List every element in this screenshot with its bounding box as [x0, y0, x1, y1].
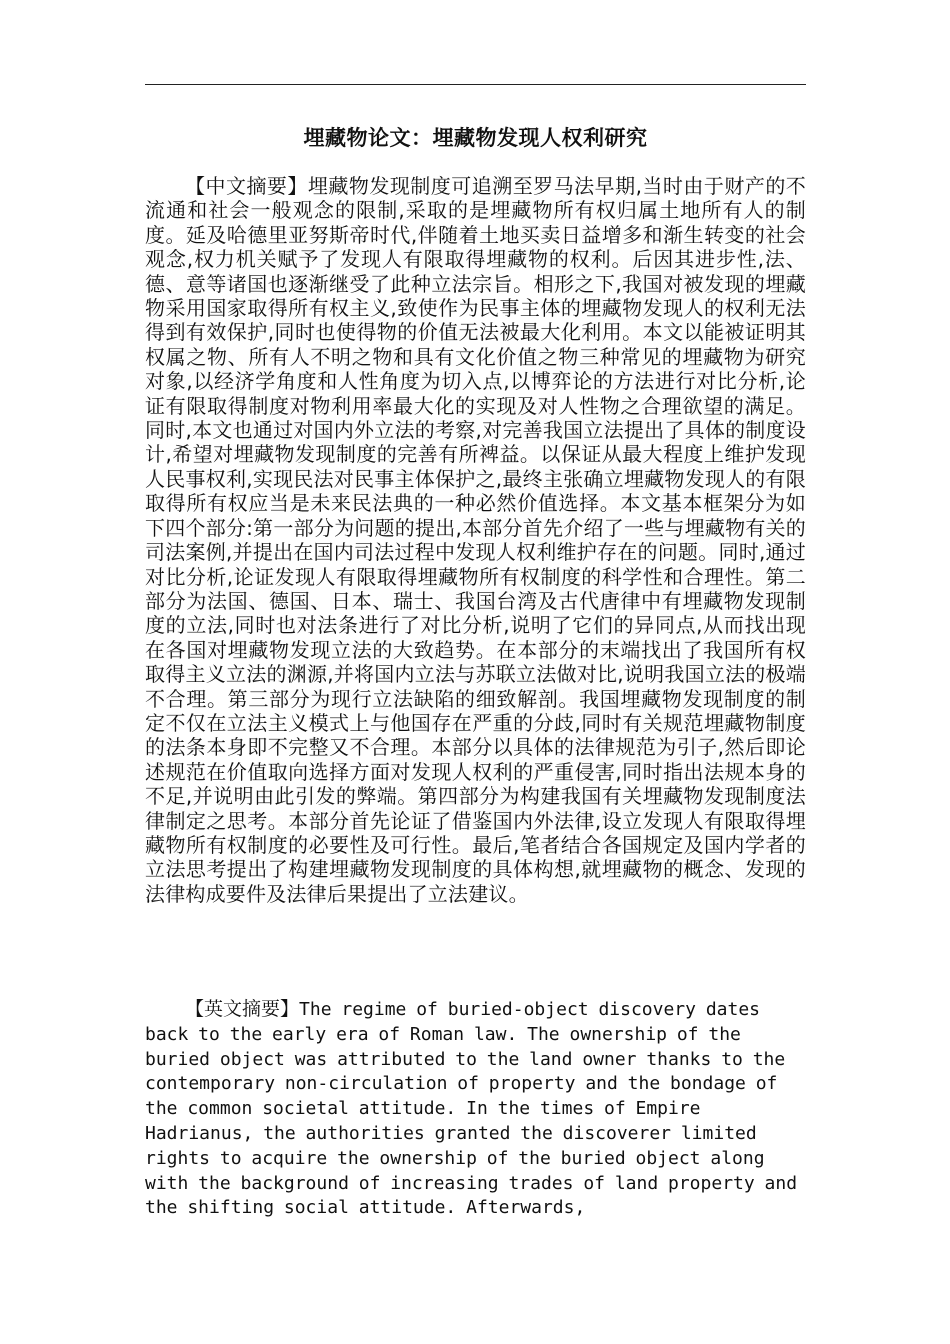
chinese-abstract: [145, 174, 806, 906]
header-rule: [145, 84, 806, 85]
english-abstract-text: The regime of buried-object discovery dates back to the early era of Roman law. The ownership of the buried object was attributed to the land owner thanks to the contemporary non-circulation of property and the bondage of the common societal attitude. In the times of Empire Hadrianus, the authorities granted the discoverer limited rights to acquire the ownership of the buried object along with the background of increasing trades of land property and the shifting social attitude. Afterwards,: [145, 999, 798, 1219]
english-abstract: [145, 997, 806, 1221]
english-abstract-label: 【英文摘要】: [185, 998, 300, 1020]
chinese-abstract-label: 【中文摘要】: [185, 174, 308, 198]
document-title: 埋藏物论文：埋藏物发现人权利研究: [303, 125, 648, 150]
chinese-abstract-text: 埋藏物发现制度可追溯至罗马法早期,当时由于财产的不流通和社会一般观念的限制,采取的是埋藏物所有权归属土地所有人的制度。延及哈德里亚努斯帝时代,伴随着土地买卖日益增多和渐生转变的社会观念,权力机关赋予了发现人有限取得埋藏物的权利。后因其进步性,法、德、意等诸国也逐渐继受了此种立法宗旨。相形之下,我国对被发现的埋藏物采用国家取得所有权主义,致使作为民事主体的埋藏物发现人的权利无法得到有效保护,同时也使得物的价值无法被最大化利用。本文以能被证明其权属之物、所有人不明之物和具有文化价值之物三种常见的埋藏物为研究对象,以经济学角度和人性角度为切入点,以博弈论的方法进行对比分析,论证有限取得制度对物利用率最大化的实现及对人性物之合理欲望的满足。同时,本文也通过对国内外立法的考察,对完善我国立法提出了具体的制度设计,希望对埋藏物发现制度的完善有所裨益。以保证从最大程度上维护发现人民事权利,实现民法对民事主体保护之,最终主张确立埋藏物发现人的有限取得所有权应当是未来民法典的一种必然价值选择。本文基本框架分为如下四个部分:第一部分为问题的提出,本部分首先介绍了一些与埋藏物有关的司法案例,并提出在国内司法过程中发现人权利维护存在的问题。同时,通过对比分析,论证发现人有限取得埋藏物所有权制度的科学性和合理性。第二部分为法国、德国、日本、瑞士、我国台湾及古代唐律中有埋藏物发现制度的立法,同时也对法条进行了对比分析,说明了它们的异同点,从而找出现在各国对埋藏物发现立法的大致趋势。在本部分的末端找出了我国所有权取得主义立法的渊源,并将国内立法与苏联立法做对比,说明我国立法的极端不合理。第三部分为现行立法缺陷的细致解剖。我国埋藏物发现制度的制定不仅在立法主义模式上与他国存在严重的分歧,同时有关规范埋藏物制度的法条本身即不完整又不合理。本部分以具体的法律规范为引子,然后即论述规范在价值取向选择方面对发现人权利的严重侵害,同时指出法规本身的不足,并说明由此引发的弊端。第四部分为构建我国有关埋藏物发现制度法律制定之思考。本部分首先论证了借鉴国内外法律,设立发现人有限取得埋藏物所有权制度的必要性及可行性。最后,笔者结合各国规定及国内学者的立法思考提出了构建埋藏物发现制度的具体构想,就埋藏物的概念、发现的法律构成要件及法律后果提出了立法建议。: [145, 174, 806, 906]
